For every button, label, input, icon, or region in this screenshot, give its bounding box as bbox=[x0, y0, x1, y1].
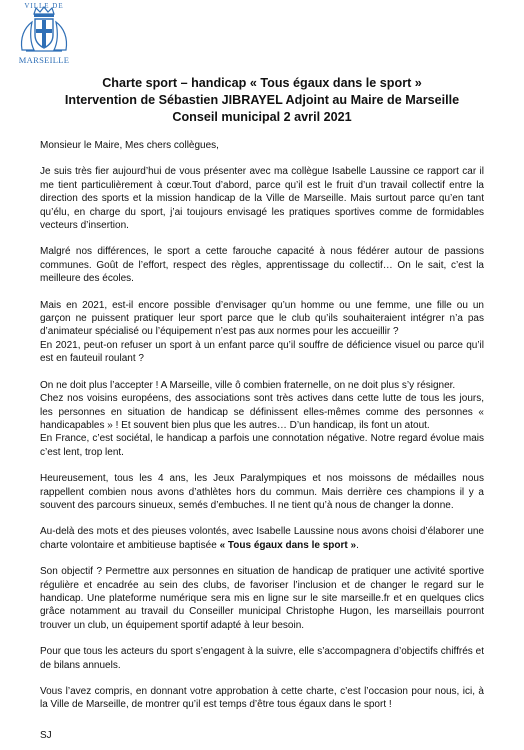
city-crest-icon bbox=[14, 2, 74, 58]
paragraph-9: Vous l’avez compris, en donnant votre approbation à cette charte, c’est l’occasion pour nous, ici, à la Ville de Marseille, de montrer qu’il est temps d’être tous égaux dans le sport ! bbox=[40, 686, 484, 711]
charter-name: « Tous égaux dans le sport » bbox=[219, 539, 357, 551]
paragraph-8: Pour que tous les acteurs du sport s’engagent à la suivre, elle s’accompagnera d’objectifs chiffrés et de bilans annuels. bbox=[40, 646, 484, 671]
paragraph-4-part-b: Chez nos voisins européens, des associations sont très actives dans cette lutte de tous les jours, les personnes en situation de handicap se définissent elles-mêmes comme des personnes « handicapables » ! Et souvent bien plus que les autres… D’un handicap, ils font un atout. bbox=[40, 393, 484, 431]
signature-initials: SJ bbox=[40, 730, 52, 741]
paragraph-4 bbox=[40, 379, 484, 459]
paragraph-2: Malgré nos différences, le sport a cette farouche capacité à nous fédérer autour de passions communes. Goût de l’effort, respect des règles, apprentissage du collectif… On le sait, c’est la meilleure des écoles. bbox=[40, 246, 484, 285]
title-line-3: Conseil municipal 2 avril 2021 bbox=[172, 110, 352, 124]
paragraph-6-text: Au-delà des mots et des pieuses volontés, avec Isabelle Laussine nous avons choisi d’élaborer une charte volontaire et ambitieuse baptisée bbox=[40, 526, 484, 551]
paragraph-4-part-a: On ne doit plus l’accepter ! A Marseille, ville ô combien fraternelle, on ne doit plus s’y résigner. bbox=[40, 379, 456, 391]
title-line-2: Intervention de Sébastien JIBRAYEL Adjoint au Maire de Marseille bbox=[64, 93, 460, 107]
marseille-logo bbox=[14, 2, 74, 64]
salutation: Monsieur le Maire, Mes chers collègues, bbox=[40, 140, 219, 151]
document-body bbox=[40, 139, 484, 725]
document-title bbox=[60, 75, 464, 126]
title-line-1: Charte sport – handicap « Tous égaux dans le sport » bbox=[102, 76, 422, 90]
paragraph-4-part-c: En France, c’est sociétal, le handicap a parfois une connotation négative. Notre regard évolue mais c’est lent, trop lent. bbox=[40, 433, 484, 458]
logo-top-text: VILLE DE bbox=[24, 2, 64, 10]
paragraph-3-part-a: Mais en 2021, est-il encore possible d’envisager qu’un homme ou une femme, une fille ou un garçon ne puissent pratiquer leur sport parce que le club qu’ils souhaiteraient intégrer n’a pas d’animateur spécialisé ou l’équipement n’est pas aux normes pour les accueillir ? bbox=[40, 299, 484, 338]
paragraph-6-end: . bbox=[356, 539, 359, 551]
paragraph-6 bbox=[40, 525, 484, 552]
paragraph-5: Heureusement, tous les 4 ans, les Jeux Paralympiques et nos moissons de médailles nous rappellent combien nous avons d’athlètes hors du commun. Mais derrière ces champions il y a souvent des parcours sinueux, semés d’embuches. Il ne tient qu’à nous de changer la donne. bbox=[40, 473, 484, 511]
paragraph-7: Son objectif ? Permettre aux personnes en situation de handicap de pratiquer une activité sportive régulière et encadrée au sein des clubs, de favoriser l’inclusion et de changer le regard sur le handicap. Une plateforme numérique sera mis en ligne sur le site marseille.fr et en quelques clics grâce notamment au travail du Conseiller municipal Christophe Hugon, les marseillais pourront trouver un club, un équipement sportif adapté à leur besoin. bbox=[40, 566, 484, 631]
paragraph-3 bbox=[40, 299, 484, 366]
paragraph-1: Je suis très fier aujourd’hui de vous présenter avec ma collègue Isabelle Laussine ce rapport car il me tient particulièrement à cœur.Tout d’abord, parce qu’il est le fruit d’un travail collectif entre la direction des sports et la mission handicap de la Ville de Marseille. Mais surtout parce qu’en tant qu’élu, en charge du sport, j’ai toujours envisagé les pratiques sportives comme de formidables vecteurs d’insertion. bbox=[40, 166, 484, 232]
paragraph-3-part-b: En 2021, peut-on refuser un sport à un enfant parce qu’il souffre de déficience visuel ou parce qu’il est en fauteuil roulant ? bbox=[40, 339, 484, 365]
logo-bottom-text: MARSEILLE bbox=[18, 55, 70, 65]
